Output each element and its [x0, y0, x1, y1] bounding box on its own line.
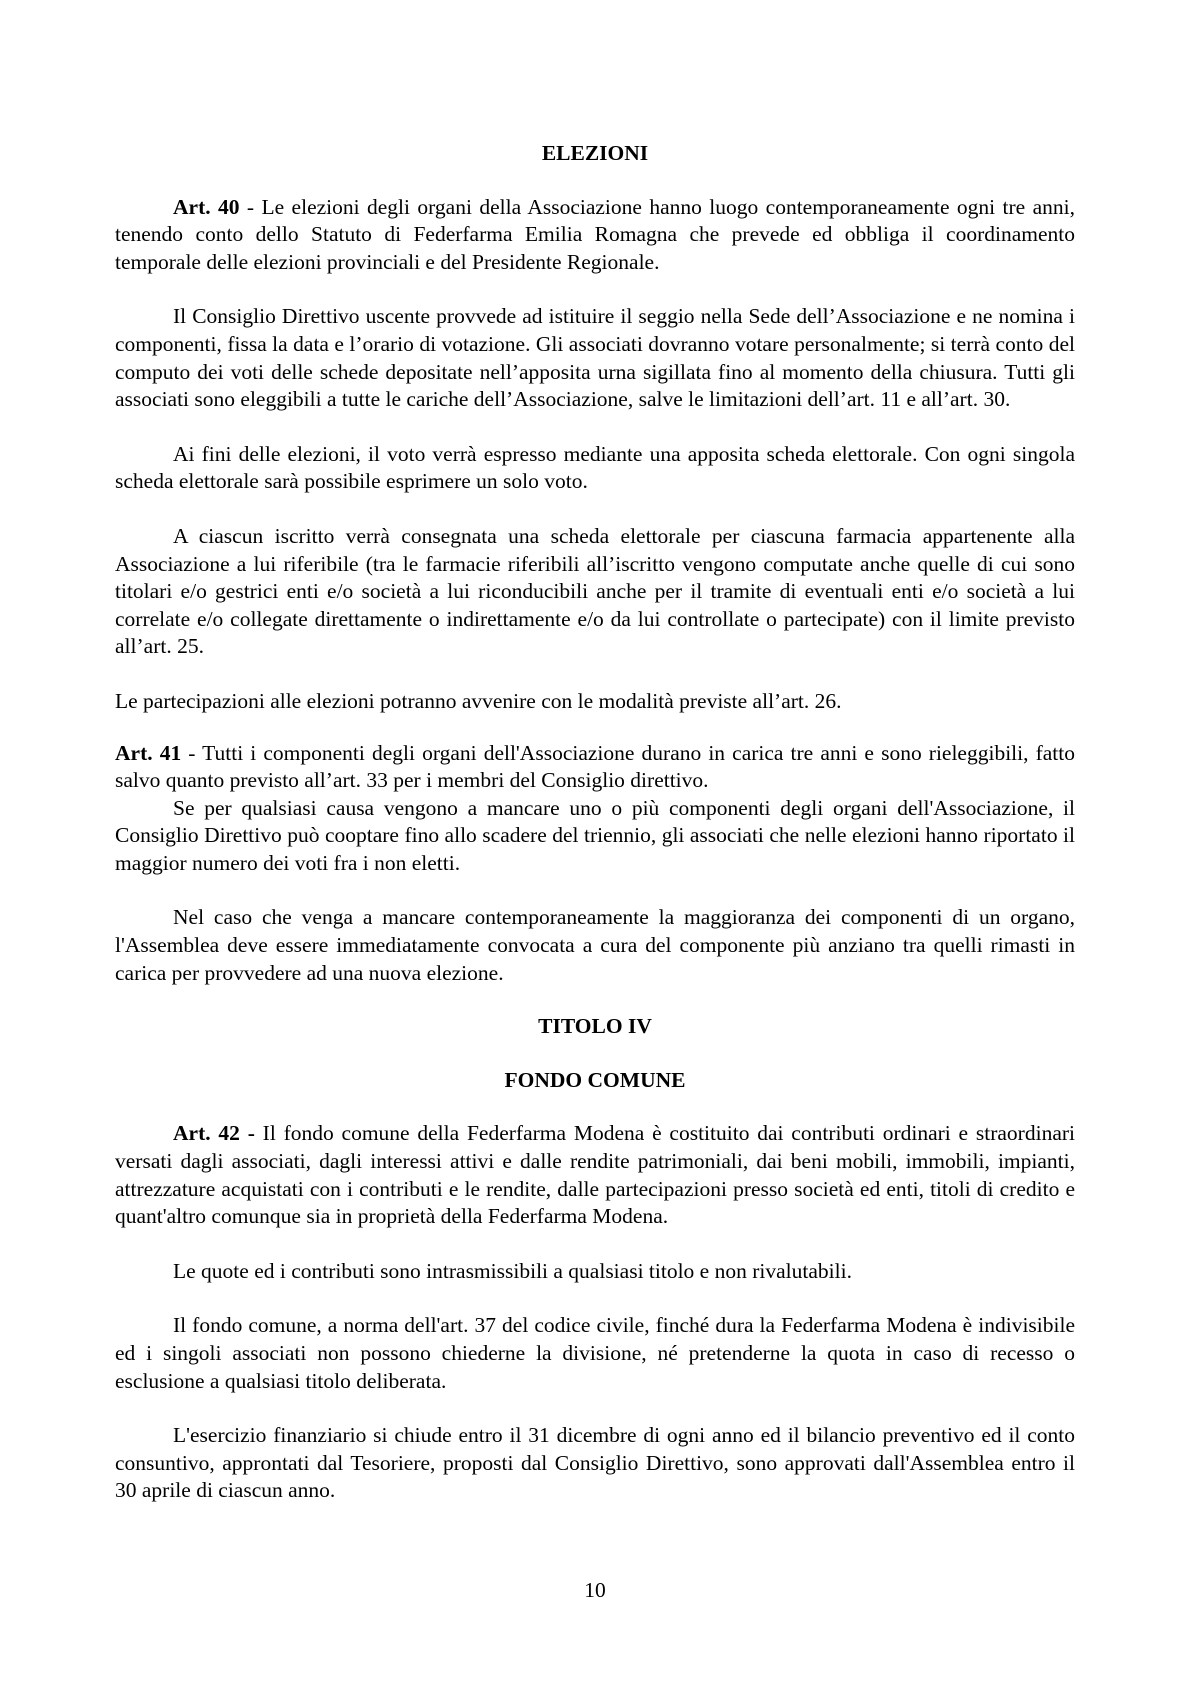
paragraph-cooptazione: Se per qualsiasi causa vengono a mancare uno o più componenti degli organi dell'Associazione, il Consiglio Direttivo può cooptare fino allo scadere del triennio, gli associati che nelle elezioni hanno riportato il maggior numero dei voti fra i non eletti.	[115, 795, 1075, 875]
paragraph-esercizio-finanziario: L'esercizio finanziario si chiude entro il 31 dicembre di ogni anno ed il bilancio preventivo ed il conto consuntivo, approntati dal Tesoriere, proposti dal Consiglio Direttivo, sono approvati dall'Assemblea entro il 30 aprile di ciascun anno.	[115, 1423, 1075, 1503]
article-40-text: - Le elezioni degli organi della Associazione hanno luogo contemporaneamente ogni tre anni, tenendo conto dello Statuto di Federfarma Emilia Romagna che prevede ed obbliga il coordinamento temporale delle elezioni provinciali e del Presidente Regionale.	[115, 194, 1076, 274]
page-number: 10	[584, 1578, 606, 1602]
article-41-label: Art. 41	[115, 740, 182, 765]
section-heading-elezioni: ELEZIONI	[541, 141, 649, 165]
article-42-paragraph	[115, 1120, 1075, 1230]
paragraph-fondo-indivisibile: Il fondo comune, a norma dell'art. 37 del codice civile, finché dura la Federfarma Modena è indivisibile ed i singoli associati non possono chiederne la divisione, né pretenderne la quota in caso di recesso o esclusione a qualsiasi titolo deliberata.	[115, 1313, 1075, 1393]
paragraph-maggioranza: Nel caso che venga a mancare contemporaneamente la maggioranza dei componenti di un organo, l'Assemblea deve essere immediatamente convocata a cura del componente più anziano tra quelli rimasti in carica per provvedere ad una nuova elezione.	[115, 905, 1075, 985]
paragraph-seggio: Il Consiglio Direttivo uscente provvede ad istituire il seggio nella Sede dell’Associazione e ne nomina i componenti, fissa la data e l’orario di votazione. Gli associati dovranno votare personalmente; si terrà conto del computo dei voti delle schede depositate nell’apposita urna sigillata fino al momento della chiusura. Tutti gli associati sono eleggibili a tutte le cariche dell’Associazione, salve le limitazioni dell’art. 11 e all’art. 30.	[115, 304, 1075, 412]
paragraph-partecipazioni: Le partecipazioni alle elezioni potranno avvenire con le modalità previste all’art. 26.	[115, 688, 842, 713]
article-40-paragraph	[115, 194, 1075, 277]
paragraph-scheda: A ciascun iscritto verrà consegnata una scheda elettorale per ciascuna farmacia appartenente alla Associazione a lui riferibile (tra le farmacie riferibili all’iscritto vengono computate anche quelle di cui sono titolari e/o gestrici enti e/o società a lui riconducibili anche per il tramite di eventuali enti e/o società a lui correlate e/o collegate direttamente o indirettamente e/o da lui controllate o partecipate) con il limite previsto all’art. 25.	[115, 523, 1075, 659]
paragraph-voto: Ai fini delle elezioni, il voto verrà espresso mediante una apposita scheda elettorale. Con ogni singola scheda elettorale sarà possibile esprimere un solo voto.	[115, 441, 1075, 494]
article-42-label: Art. 42 -	[173, 1121, 255, 1146]
article-42-text: Il fondo comune della Federfarma Modena è costituito dai contributi ordinari e straordinari versati dagli associati, dagli interessi attivi e dalle rendite patrimoniali, dai beni mobili, immobili, impianti, attrezzature acquistati con i contributi e le rendite, dalle partecipazioni presso società ed enti, titoli di credito e quant'altro comunque sia in proprietà della Federfarma Modena.	[115, 1121, 1075, 1229]
titolo-heading: TITOLO IV	[538, 1014, 652, 1039]
paragraph-quote: Le quote ed i contributi sono intrasmissibili a qualsiasi titolo e non rivalutabili.	[173, 1258, 852, 1283]
fondo-comune-heading: FONDO COMUNE	[504, 1067, 686, 1092]
article-40-label: Art. 40	[173, 194, 240, 219]
article-41-paragraph	[115, 740, 1075, 795]
document-page	[115, 140, 1075, 1505]
article-41-text: - Tutti i componenti degli organi dell'Associazione durano in carica tre anni e sono rieleggibili, fatto salvo quanto previsto all’art. 33 per i membri del Consiglio direttivo.	[115, 740, 1075, 793]
